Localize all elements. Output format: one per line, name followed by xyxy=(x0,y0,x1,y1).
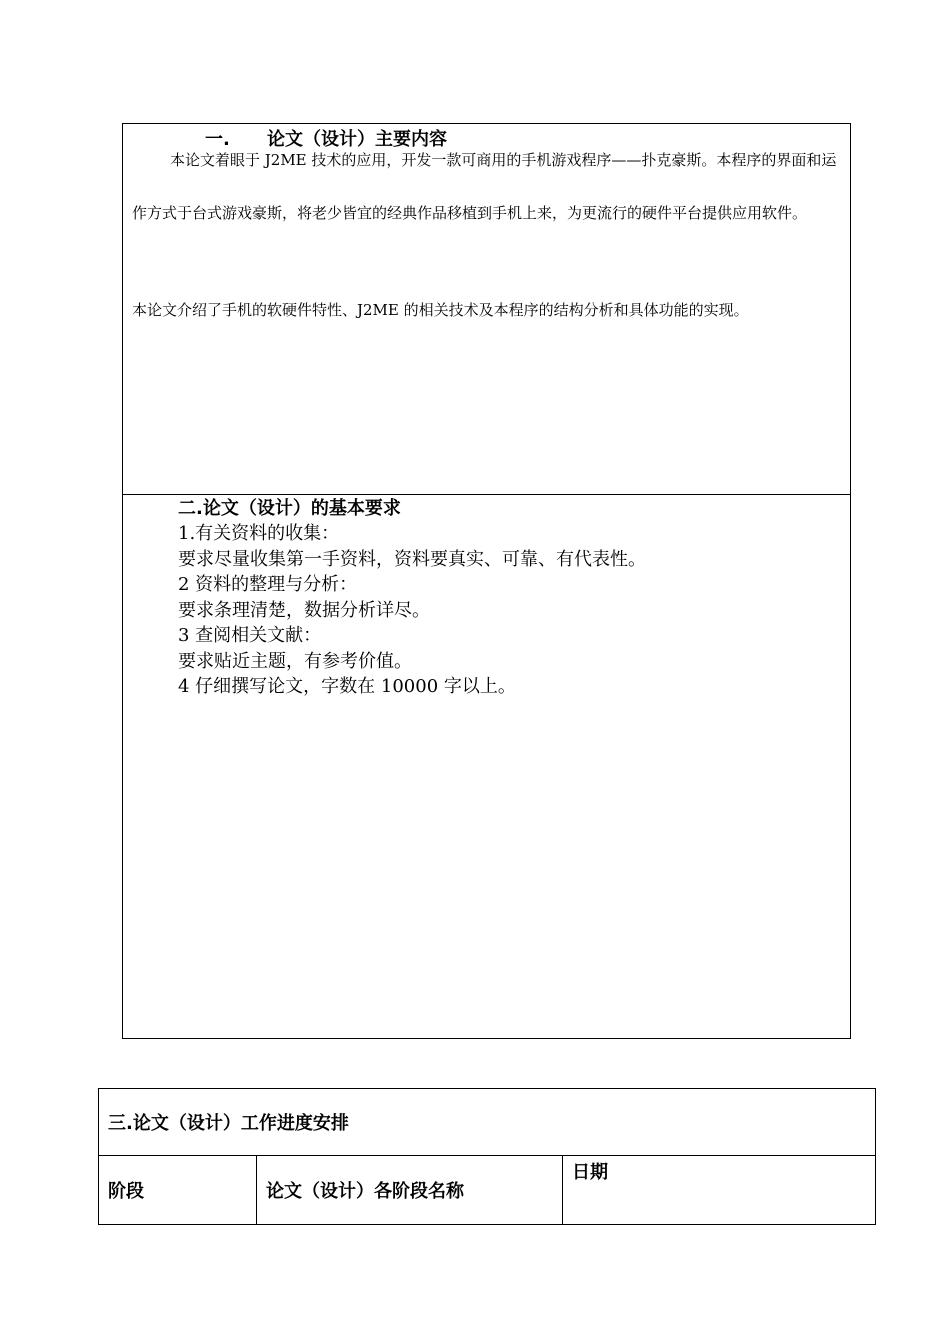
column-header-date: 日期 xyxy=(563,1156,876,1225)
section1-paragraph-2: 本论文介绍了手机的软硬件特性、J2ME 的相关技术及本程序的结构分析和具体功能的实现。 xyxy=(132,301,749,319)
section1-title: 论文（设计）主要内容 xyxy=(267,129,447,150)
schedule-title: 三.论文（设计）工作进度安排 xyxy=(99,1089,876,1156)
section1-number: 一. xyxy=(205,129,230,150)
requirement-line: 2 资料的整理与分析： xyxy=(178,574,358,595)
column-header-stage: 阶段 xyxy=(99,1156,257,1225)
column-header-stage-name: 论文（设计）各阶段名称 xyxy=(257,1156,563,1225)
requirement-line: 要求尽量收集第一手资料，资料要真实、可靠、有代表性。 xyxy=(178,548,646,570)
requirements-list xyxy=(178,521,646,700)
requirement-line: 要求贴近主题，有参考价值。 xyxy=(178,650,412,672)
section1-paragraph-1: 本论文着眼于 J2ME 技术的应用，开发一款可商用的手机游戏程序——扑克豪斯。本程序的界面和运作方式于台式游戏豪斯，将老少皆宜的经典作品移植到手机上来，为更流行的硬件平台提供应用软件。 xyxy=(132,151,837,222)
schedule-table xyxy=(98,1088,876,1225)
requirement-line: 3 查阅相关文献： xyxy=(178,625,322,646)
requirement-line: 要求条理清楚，数据分析详尽。 xyxy=(178,599,430,621)
requirement-line: 4 仔细撰写论文，字数在 10000 字以上。 xyxy=(178,676,516,697)
requirement-line: 1.有关资料的收集： xyxy=(178,523,340,544)
section2-title: 二.论文（设计）的基本要求 xyxy=(178,498,401,519)
